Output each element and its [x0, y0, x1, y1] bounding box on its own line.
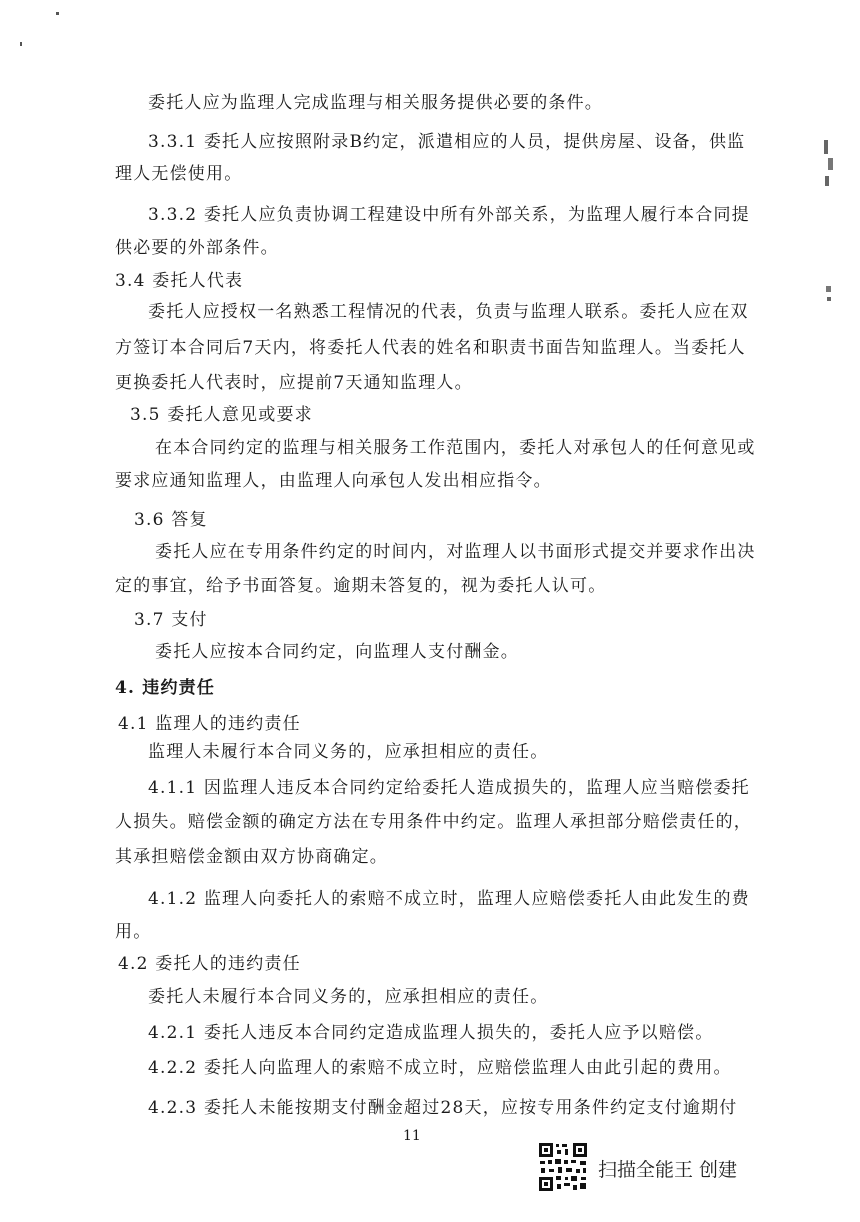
- section-heading: 4.1 监理人的违约责任: [118, 714, 301, 734]
- qr-code-icon: [538, 1142, 588, 1192]
- paragraph-line: 委托人应为监理人完成监理与相关服务提供必要的条件。: [148, 93, 603, 113]
- paragraph-line: 4.1.1 因监理人违反本合同约定给委托人造成损失的，监理人应当赔偿委托: [148, 778, 750, 798]
- binding-mark: [826, 286, 831, 292]
- paragraph-line: 人损失。赔偿金额的确定方法在专用条件中约定。监理人承担部分赔偿责任的，: [115, 812, 752, 832]
- paragraph-line: 4.1.2 监理人向委托人的索赔不成立时，监理人应赔偿委托人由此发生的费: [148, 889, 750, 909]
- scan-speck: [56, 12, 59, 15]
- paragraph-line: 委托人应按本合同约定，向监理人支付酬金。: [155, 642, 519, 662]
- paragraph-line: 理人无偿使用。: [115, 164, 243, 184]
- paragraph-line: 更换委托人代表时，应提前7天通知监理人。: [115, 373, 473, 393]
- section-heading: 3.5 委托人意见或要求: [130, 405, 313, 425]
- paragraph-line: 定的事宜，给予书面答复。逾期未答复的，视为委托人认可。: [115, 576, 607, 596]
- section-heading: 4.2 委托人的违约责任: [118, 954, 301, 974]
- paragraph-line: 用。: [115, 922, 152, 942]
- paragraph-line: 在本合同约定的监理与相关服务工作范围内，委托人对承包人的任何意见或: [155, 438, 756, 458]
- paragraph-line: 要求应通知监理人，由监理人向承包人发出相应指令。: [115, 471, 552, 491]
- section-heading: 3.4 委托人代表: [115, 271, 244, 291]
- section-heading: 3.6 答复: [134, 510, 208, 530]
- paragraph-line: 4.2.2 委托人向监理人的索赔不成立时，应赔偿监理人由此引起的费用。: [148, 1058, 732, 1078]
- paragraph-line: 3.3.1 委托人应按照附录B约定，派遣相应的人员，提供房屋、设备，供监: [148, 132, 746, 152]
- scan-speck: [20, 42, 22, 46]
- paragraph-line: 其承担赔偿金额由双方协商确定。: [115, 847, 388, 867]
- paragraph-line: 4.2.1 委托人违反本合同约定造成监理人损失的，委托人应予以赔偿。: [148, 1023, 714, 1043]
- section-heading: 3.7 支付: [134, 610, 208, 630]
- paragraph-line: 委托人应在专用条件约定的时间内，对监理人以书面形式提交并要求作出决: [155, 542, 756, 562]
- binding-mark: [824, 140, 828, 154]
- binding-mark: [825, 176, 829, 186]
- paragraph-line: 委托人未履行本合同义务的，应承担相应的责任。: [148, 987, 549, 1007]
- binding-mark: [827, 297, 831, 301]
- paragraph-line: 委托人应授权一名熟悉工程情况的代表，负责与监理人联系。委托人应在双: [148, 302, 749, 322]
- scanner-watermark: 扫描全能王 创建: [598, 1159, 738, 1181]
- page-number: 11: [403, 1128, 421, 1144]
- paragraph-line: 4.2.3 委托人未能按期支付酬金超过28天，应按专用条件约定支付逾期付: [148, 1098, 738, 1118]
- chapter-heading: 4. 违约责任: [115, 678, 216, 698]
- paragraph-line: 3.3.2 委托人应负责协调工程建设中所有外部关系，为监理人履行本合同提: [148, 205, 750, 225]
- paragraph-line: 方签订本合同后7天内，将委托人代表的姓名和职责书面告知监理人。当委托人: [115, 338, 746, 358]
- paragraph-line: 供必要的外部条件。: [115, 238, 279, 258]
- paragraph-line: 监理人未履行本合同义务的，应承担相应的责任。: [148, 742, 549, 762]
- binding-mark: [828, 158, 833, 170]
